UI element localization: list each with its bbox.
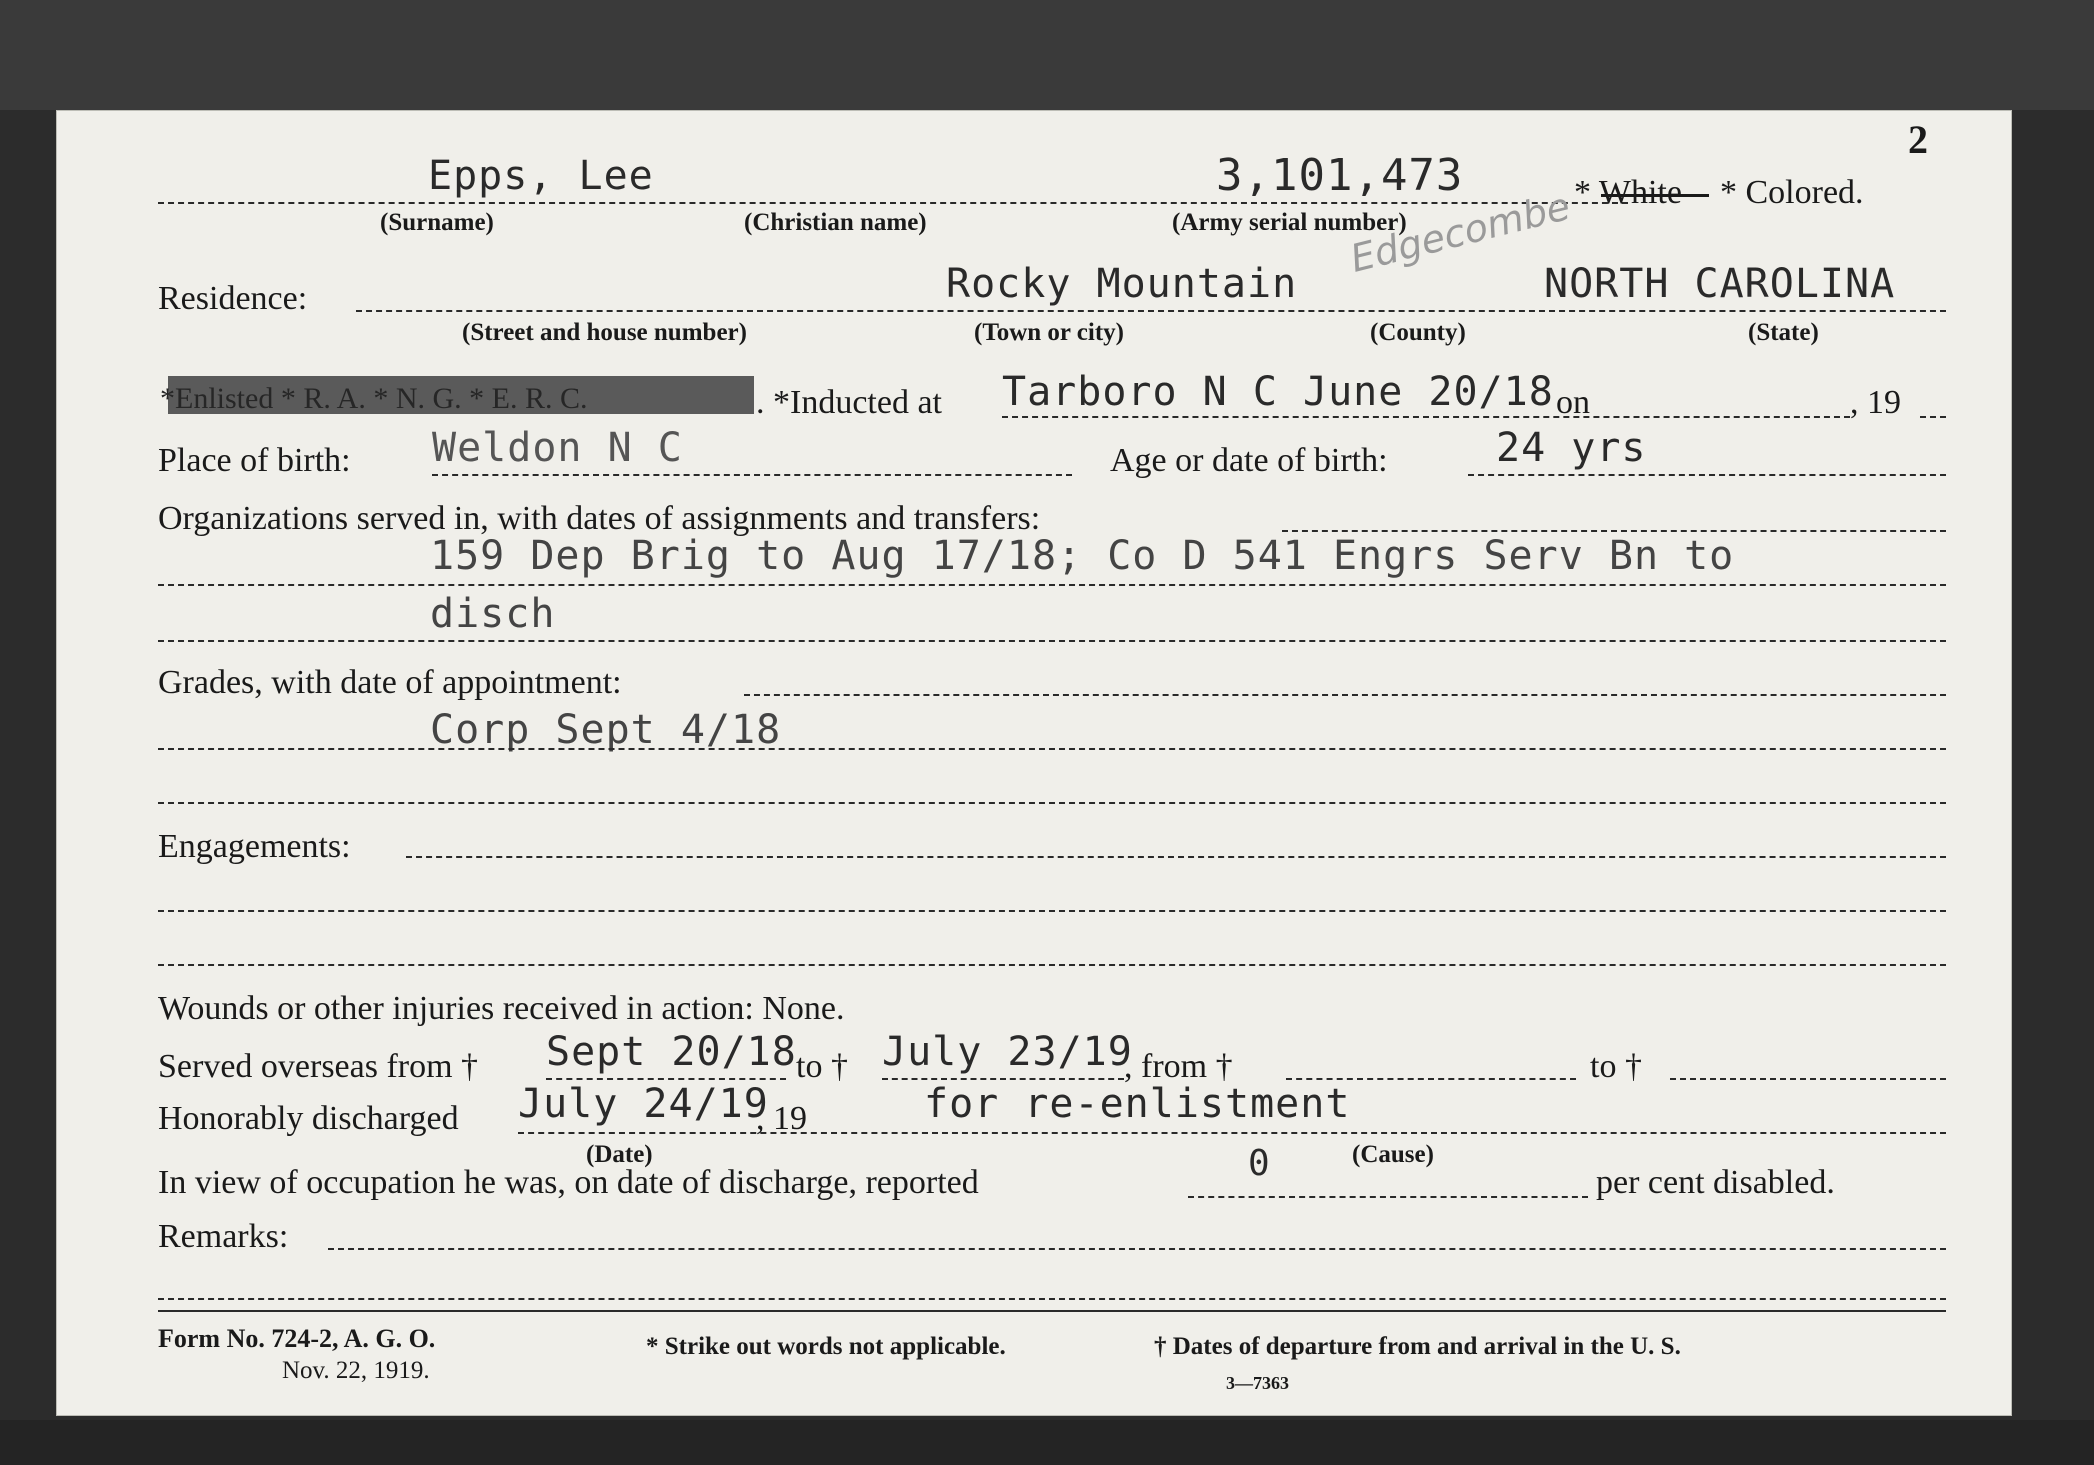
organizations-row-2-line [158, 640, 1946, 642]
inducted-value: Tarboro N C June 20/18 [1002, 369, 1554, 415]
remarks-row-3-line [158, 1310, 1946, 1312]
form-date: Nov. 22, 1919. [282, 1357, 430, 1384]
page-number: 2 [1908, 117, 1928, 162]
engagements-row-1-line [158, 910, 1946, 912]
strike-note: * Strike out words not applicable. [646, 1333, 1006, 1360]
caption-surname: (Surname) [380, 209, 494, 236]
town-value: Rocky Mountain [946, 261, 1298, 307]
discharged-year-label: , 19 [756, 1100, 807, 1137]
caption-christian-name: (Christian name) [744, 209, 927, 236]
state-value: NORTH CAROLINA [1544, 261, 1896, 307]
inducted-label: . *Inducted at [756, 384, 942, 421]
remarks-line [328, 1248, 1946, 1250]
grades-label: Grades, with date of appointment: [158, 664, 622, 701]
dates-note: † Dates of departure from and arrival in the U. S. [1154, 1333, 1681, 1360]
strike-white [1601, 194, 1709, 197]
disability-label: In view of occupation he was, on date of discharge, reported [158, 1164, 979, 1201]
age-value: 24 yrs [1496, 425, 1647, 471]
wounds-label: Wounds or other injuries received in action: None. [158, 990, 845, 1027]
grades-label-line [744, 694, 1946, 696]
overseas-to-line [882, 1078, 1124, 1080]
remarks-label: Remarks: [158, 1218, 289, 1255]
residence-line [356, 310, 1946, 312]
caption-cause: (Cause) [1352, 1141, 1434, 1168]
caption-state: (State) [1748, 319, 1819, 346]
organizations-row-1-line [158, 584, 1946, 586]
scanner-background-bottom [0, 1420, 2094, 1465]
name-line [158, 202, 1628, 204]
caption-serial-number: (Army serial number) [1172, 209, 1407, 236]
overseas-to-value: July 23/19 [882, 1029, 1133, 1075]
scanner-background [0, 0, 2094, 110]
year-label: , 19 [1850, 384, 1901, 421]
surname-value: Epps, Lee [428, 153, 654, 199]
discharged-cause-line [922, 1132, 1946, 1134]
engagements-label: Engagements: [158, 828, 351, 865]
grades-row-2-line [158, 802, 1946, 804]
caption-county: (County) [1370, 319, 1466, 346]
disability-suffix: per cent disabled. [1596, 1164, 1835, 1201]
caption-town: (Town or city) [974, 319, 1124, 346]
discharged-date-line [518, 1132, 938, 1134]
organizations-label-line [1282, 530, 1946, 532]
age-line [1468, 474, 1946, 476]
residence-label: Residence: [158, 280, 308, 317]
organizations-line-2: disch [430, 591, 556, 637]
birthplace-line [432, 474, 1072, 476]
county-value: Edgecombe [1346, 183, 1575, 281]
discharged-label: Honorably discharged [158, 1100, 459, 1137]
form-number: Form No. 724-2, A. G. O. [158, 1324, 436, 1353]
grades-value: Corp Sept 4/18 [430, 707, 782, 753]
overseas-from2-line [1286, 1078, 1576, 1080]
birthplace-value: Weldon N C [432, 425, 683, 471]
engagements-label-line [406, 856, 1946, 858]
organizations-label: Organizations served in, with dates of assignments and transfers: [158, 500, 1041, 537]
overseas-to2-label: to † [1590, 1048, 1642, 1085]
year-line [1920, 416, 1946, 418]
overseas-label: Served overseas from † [158, 1048, 479, 1085]
grades-row-1-line [158, 748, 1946, 750]
age-label: Age or date of birth: [1110, 442, 1388, 479]
overseas-from-line [546, 1078, 786, 1080]
engagements-row-2-line [158, 964, 1946, 966]
race-white-struck: * White [1574, 174, 1682, 211]
disability-value: 0 [1248, 1143, 1271, 1184]
caption-street: (Street and house number) [462, 319, 747, 346]
organizations-line-1: 159 Dep Brig to Aug 17/18; Co D 541 Engrs Serv Bn to [430, 533, 1735, 579]
enlisted-label: *Enlisted * R. A. * N. G. * E. R. C. [160, 382, 588, 415]
caption-date: (Date) [586, 1141, 653, 1168]
inducted-line [1002, 416, 1850, 418]
birthplace-label: Place of birth: [158, 442, 351, 479]
overseas-from-value: Sept 20/18 [546, 1029, 797, 1075]
discharged-cause-value: for re-enlistment [924, 1081, 1351, 1127]
overseas-to-label: to † [796, 1048, 848, 1085]
serial-number-value: 3,101,473 [1216, 150, 1464, 201]
service-record-card [56, 110, 2012, 1416]
remarks-row-2-line [158, 1298, 1946, 1300]
disability-line [1188, 1196, 1588, 1198]
on-label: on [1556, 384, 1590, 421]
overseas-from2-label: , from † [1124, 1048, 1233, 1085]
overseas-to2-line [1670, 1078, 1946, 1080]
discharged-date-value: July 24/19 [518, 1081, 769, 1127]
print-code: 3—7363 [1226, 1373, 1289, 1393]
race-colored: * Colored. [1720, 174, 1864, 211]
